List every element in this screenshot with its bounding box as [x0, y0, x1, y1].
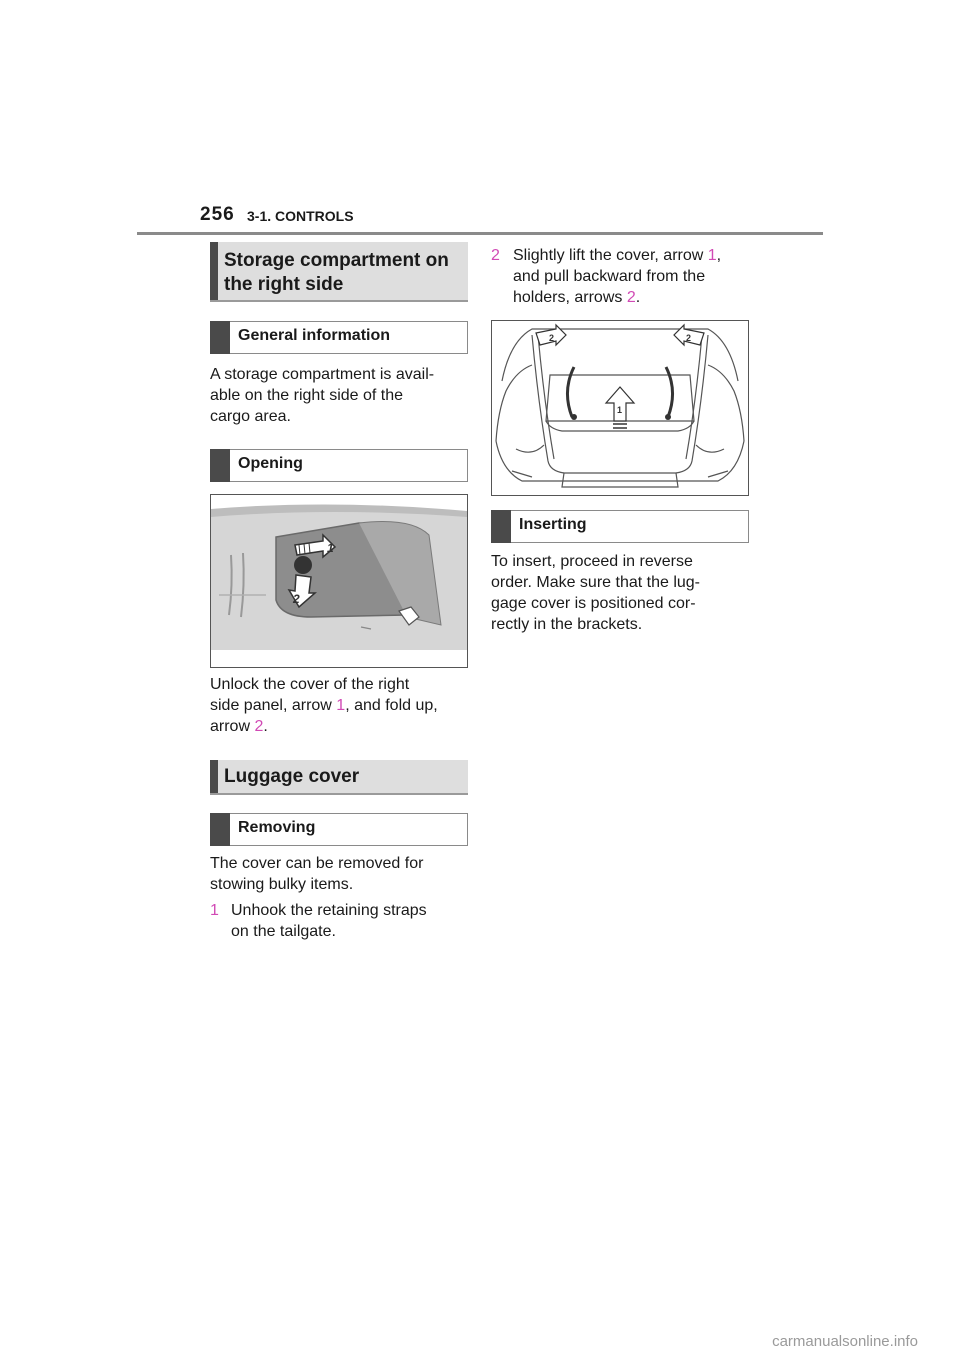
text-line: To insert, proceed in reverse	[491, 553, 693, 570]
arrow-reference-2: 2	[254, 718, 264, 735]
text-line: The cover can be removed for	[210, 855, 424, 872]
text-line	[513, 245, 751, 266]
text-fragment: side panel, arrow	[210, 697, 337, 714]
section-heading-luggage-cover	[210, 760, 468, 795]
text-fragment: holders, arrows	[513, 289, 627, 306]
removing-intro	[210, 853, 423, 895]
text-line	[210, 716, 438, 737]
text-line	[513, 287, 751, 308]
text-line: order. Make sure that the lug-	[491, 574, 700, 591]
subheading-label: Inserting	[519, 516, 587, 533]
watermark: carmanualsonline.info	[772, 1333, 918, 1350]
luggage-cover-figure	[491, 320, 749, 496]
text-fragment: .	[263, 718, 268, 735]
storage-compartment-figure	[210, 494, 468, 668]
text-line: Unlock the cover of the right	[210, 676, 410, 693]
text-fragment: arrow	[210, 718, 255, 735]
heading-bar	[210, 813, 230, 846]
heading-bar	[210, 321, 230, 354]
text-line: gage cover is positioned cor-	[491, 595, 696, 612]
removing-step-2	[491, 245, 751, 308]
opening-instructions	[210, 674, 438, 737]
text-fragment: , and fold up,	[345, 697, 438, 714]
heading-bar	[210, 242, 218, 300]
subheading-label: General information	[238, 327, 391, 344]
text-line: cargo area.	[210, 408, 291, 425]
heading-bar	[210, 449, 230, 482]
figure-arrow-label-2: 2	[293, 592, 300, 606]
text-line: Unhook the retaining straps	[231, 902, 427, 919]
step-number: 2	[491, 247, 500, 264]
section-heading-storage	[210, 242, 468, 302]
subheading-label: Opening	[238, 455, 303, 472]
text-fragment: ,	[716, 247, 722, 264]
figure-arrow-label-2-right: 2	[686, 333, 692, 343]
text-line: and pull backward from the	[513, 268, 706, 285]
text-line: on the tailgate.	[231, 923, 336, 940]
section-heading-line2: the right side	[224, 274, 344, 295]
text-line	[210, 695, 438, 716]
text-fragment: Slightly lift the cover, arrow	[513, 247, 708, 264]
storage-compartment-illustration	[211, 495, 467, 667]
heading-bar	[491, 510, 511, 543]
arrow-reference-2: 2	[626, 289, 636, 306]
text-line: rectly in the brackets.	[491, 616, 643, 633]
text-line: A storage compartment is avail-	[210, 366, 435, 383]
subheading-general-information	[210, 321, 468, 354]
header-rule	[137, 232, 823, 235]
section-heading-line1: Storage compartment on	[224, 250, 449, 271]
step-number: 1	[210, 902, 219, 919]
removing-step-1	[210, 900, 468, 942]
chapter-title: 3-1. CONTROLS	[247, 208, 354, 224]
subheading-removing	[210, 813, 468, 846]
subheading-inserting	[491, 510, 749, 543]
heading-bar	[210, 760, 218, 793]
luggage-cover-illustration	[492, 321, 748, 495]
subheading-opening	[210, 449, 468, 482]
page-number: 256	[200, 204, 235, 225]
figure-arrow-label-1: 1	[617, 405, 623, 415]
text-line: stowing bulky items.	[210, 876, 354, 893]
arrow-reference-1: 1	[707, 247, 717, 264]
text-line: able on the right side of the	[210, 387, 404, 404]
section-heading-label: Luggage cover	[224, 766, 360, 787]
arrow-reference-1: 1	[336, 697, 346, 714]
figure-arrow-label-2-left: 2	[549, 333, 555, 343]
inserting-paragraph	[491, 551, 700, 635]
text-fragment: .	[635, 289, 641, 306]
figure-arrow-label-1: 1	[327, 541, 334, 555]
general-info-paragraph	[210, 364, 434, 427]
subheading-label: Removing	[238, 819, 316, 836]
